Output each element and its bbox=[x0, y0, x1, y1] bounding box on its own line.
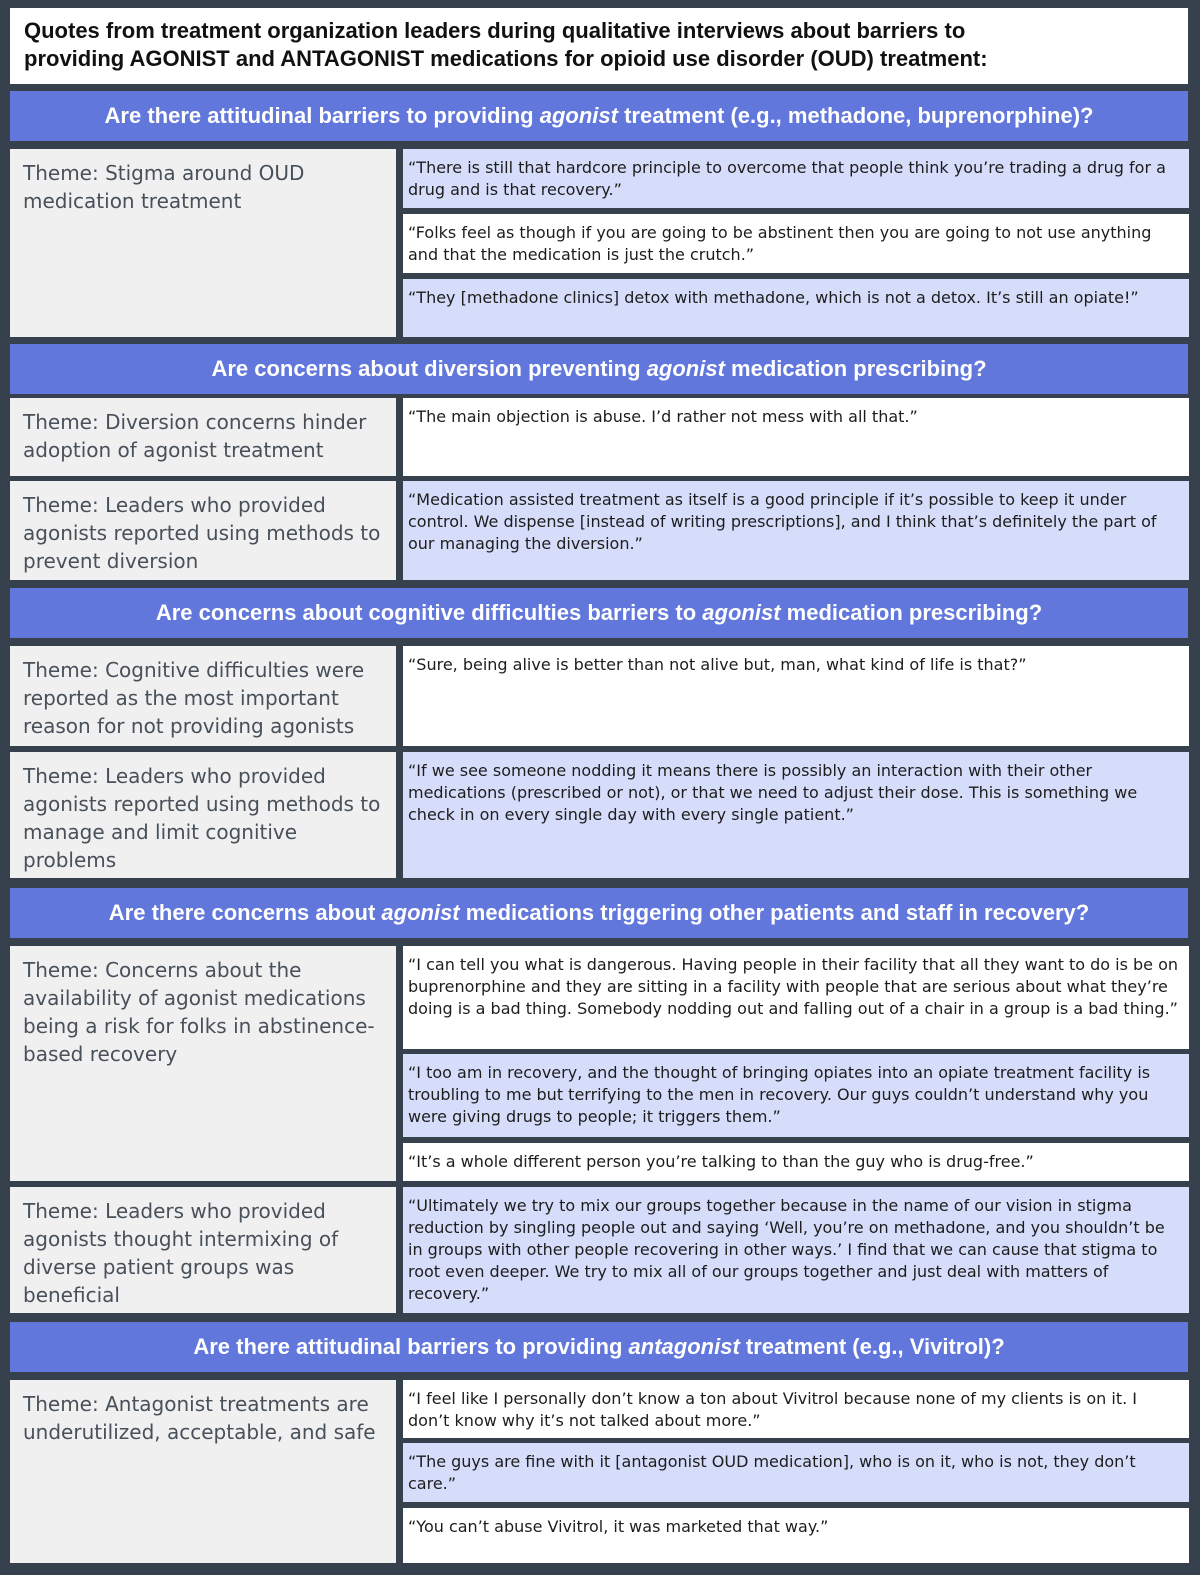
header-emphasis: agonist bbox=[646, 356, 725, 381]
quote-cell: “Medication assisted treatment as itself is a good principle if it’s possible to keep it under control. We dispense [instead of writing prescriptions], and I think that’s definitely the part of our managing the diversion.” bbox=[403, 481, 1189, 580]
header-text: treatment (e.g., methadone, buprenorphine)? bbox=[624, 103, 1094, 128]
quote-cell: “Folks feel as though if you are going to be abstinent then you are going to not use anything and that the medication is just the crutch.” bbox=[403, 214, 1189, 273]
header-text: Are concerns about diversion preventing bbox=[211, 356, 641, 381]
theme-cell: Theme: Diversion concerns hinder adoption of agonist treatment bbox=[10, 398, 396, 476]
theme-cell: Theme: Cognitive difficulties were reported as the most important reason for not providing agonists bbox=[10, 646, 396, 746]
quote-cell: “Sure, being alive is better than not alive but, man, what kind of life is that?” bbox=[403, 646, 1189, 746]
header-emphasis: antagonist bbox=[628, 1334, 740, 1359]
theme-cell: Theme: Leaders who provided agonists reported using methods to manage and limit cognitive problems bbox=[10, 752, 396, 878]
theme-cell: Theme: Leaders who provided agonists reported using methods to prevent diversion bbox=[10, 481, 396, 580]
quote-cell: “They [methadone clinics] detox with methadone, which is not a detox. It’s still an opiate!” bbox=[403, 279, 1189, 337]
quote-cell: “I feel like I personally don’t know a ton about Vivitrol because none of my clients is on it. I don’t know why it’s not talked about more.” bbox=[403, 1380, 1189, 1438]
header-text: Are there concerns about bbox=[108, 900, 376, 925]
header-text: medications triggering other patients and staff in recovery? bbox=[465, 900, 1090, 925]
quote-cell: “It’s a whole different person you’re talking to than the guy who is drug-free.” bbox=[403, 1143, 1189, 1181]
section-header-agonist-attitudinal bbox=[10, 91, 1188, 141]
header-emphasis: agonist bbox=[539, 103, 618, 128]
header-text: Are there attitudinal barriers to providing bbox=[193, 1334, 623, 1359]
quote-cell: “The main objection is abuse. I’d rather not mess with all that.” bbox=[403, 398, 1189, 476]
page-title bbox=[10, 8, 1188, 84]
theme-cell: Theme: Leaders who provided agonists thought intermixing of diverse patient groups was beneficial bbox=[10, 1187, 396, 1313]
quote-cell: “Ultimately we try to mix our groups together because in the name of our vision in stigma reduction by singling people out and saying ‘Well, you’re on methadone, and you shouldn’t be in groups with other people recovering in other ways.’ I find that we can cause that stigma to root even deeper. We try to mix all of our groups together and just deal with matters of recovery.” bbox=[403, 1187, 1189, 1313]
theme-cell: Theme: Antagonist treatments are underutilized, acceptable, and safe bbox=[10, 1380, 396, 1563]
section-header-cognitive bbox=[10, 588, 1188, 638]
title-line-1: Quotes from treatment organization leaders during qualitative interviews about barriers to bbox=[24, 18, 966, 43]
section-header-antagonist-attitudinal bbox=[10, 1322, 1188, 1372]
quote-cell: “There is still that hardcore principle to overcome that people think you’re trading a drug for a drug and is that recovery.” bbox=[403, 149, 1189, 208]
theme-cell: Theme: Stigma around OUD medication treatment bbox=[10, 149, 396, 337]
quote-cell: “If we see someone nodding it means there is possibly an interaction with their other medications (prescribed or not), or that we need to adjust their dose. This is something we check in on every single day with every single patient.” bbox=[403, 752, 1189, 878]
header-text: Are concerns about cognitive difficulties barriers to bbox=[155, 600, 697, 625]
quote-cell: “I can tell you what is dangerous. Having people in their facility that all they want to do is be on buprenorphine and they are sitting in a facility with people that are serious about what they’re doing is a bad thing. Somebody nodding out and falling out of a chair in a group is a bad thing.” bbox=[403, 946, 1189, 1049]
section-header-diversion bbox=[10, 344, 1188, 394]
quote-cell: “The guys are fine with it [antagonist OUD medication], who is on it, who is not, they don’t care.” bbox=[403, 1443, 1189, 1502]
header-text: Are there attitudinal barriers to providing bbox=[104, 103, 534, 128]
header-text: medication prescribing? bbox=[731, 356, 987, 381]
quote-cell: “You can’t abuse Vivitrol, it was marketed that way.” bbox=[403, 1508, 1189, 1563]
header-emphasis: agonist bbox=[702, 600, 781, 625]
header-text: treatment (e.g., Vivitrol)? bbox=[745, 1334, 1005, 1359]
quote-cell: “I too am in recovery, and the thought of bringing opiates into an opiate treatment facility is troubling to me but terrifying to the men in recovery. Our guys couldn’t understand why you were giving drugs to people; it triggers them.” bbox=[403, 1054, 1189, 1137]
header-text: medication prescribing? bbox=[786, 600, 1043, 625]
theme-cell: Theme: Concerns about the availability of agonist medications being a risk for folks in abstinence-based recovery bbox=[10, 946, 396, 1181]
section-header-triggering bbox=[10, 888, 1188, 938]
title-line-2: providing AGONIST and ANTAGONIST medications for opioid use disorder (OUD) treatment: bbox=[24, 46, 988, 71]
header-emphasis: agonist bbox=[381, 900, 460, 925]
